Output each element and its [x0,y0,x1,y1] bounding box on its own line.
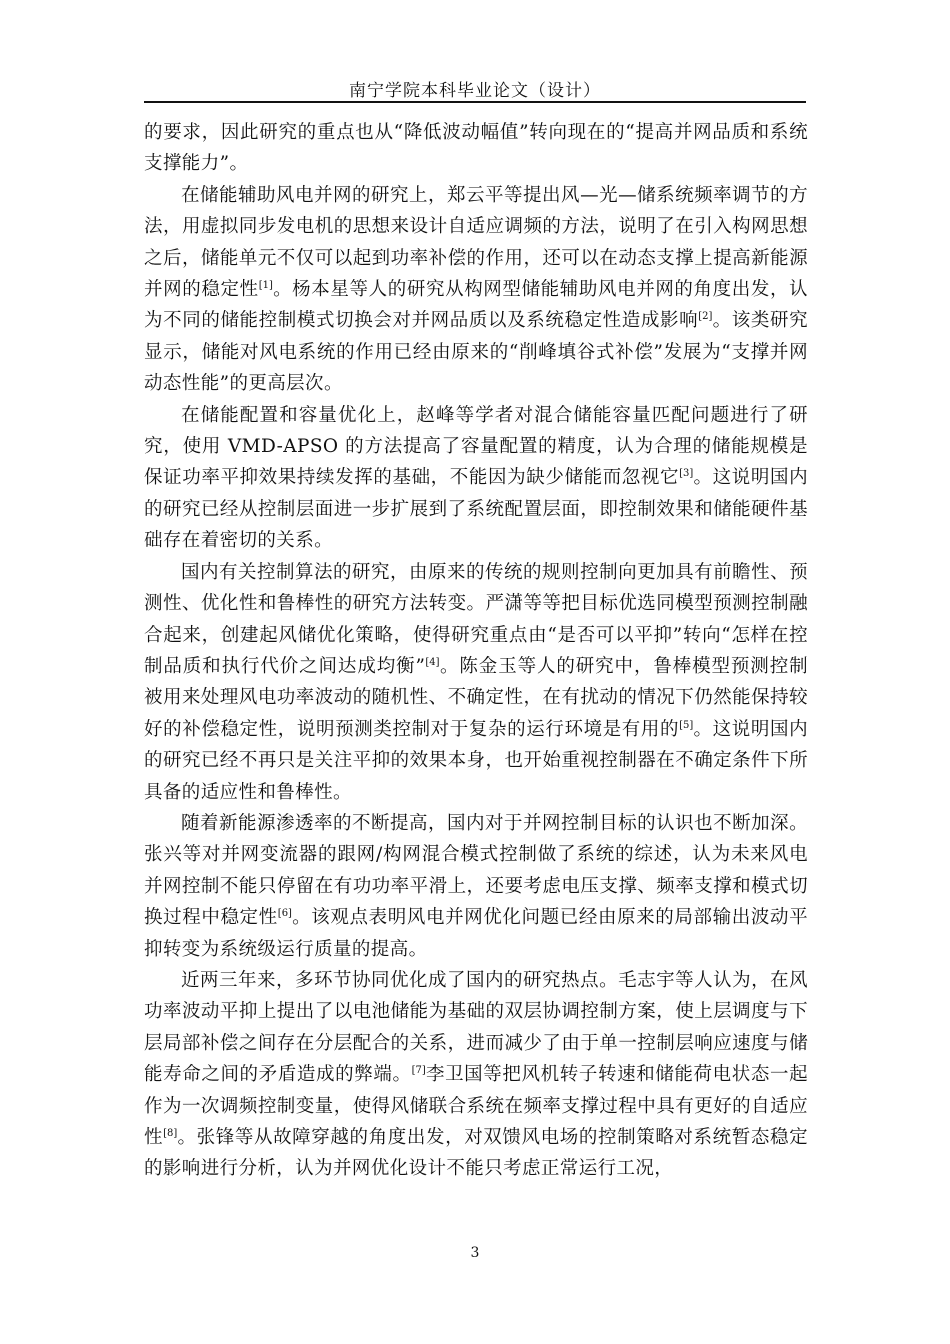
paragraph-text: 李卫国等把风机转子转速和储能荷电状态一起作为一次调频控制变量，使得风储联合系统在频率支撑过程中具有更好的自适应性 [144,1064,808,1148]
paragraph-text: 的要求，因此研究的重点也从“降低波动幅值”转向现在的“提高并网品质和系统支撑能力”。 [144,122,808,175]
paragraph-text: 。这说明国内的研究已经不再只是关注平抑的效果本身，也开始重视控制器在不确定条件下所具备的适应性和鲁棒性。 [144,718,809,803]
paragraph-text: 近两三年来，多环节协同优化成了国内的研究热点。毛志宇等人认为，在风功率波动平抑上提出了以电池储能为基础的双层协调控制方案，使上层调度与下层局部补偿之间存在分层配合的关系，进而减少了由于单一控制层响应速度与储能寿命之间的矛盾造成的弊端。 [144,969,808,1086]
citation-marker: [2] [698,311,713,323]
paragraph-text: 。张锋等从故障穿越的角度出发，对双馈风电场的控制策略对系统暂态稳定的影响进行分析，认为并网优化设计不能只考虑正常运行工况， [144,1127,809,1180]
paragraph-text: 。这说明国内的研究已经从控制层面进一步扩展到了系统配置层面，即控制效果和储能硬件基础存在着密切的关系。 [144,467,809,552]
paragraph-text: 随着新能源渗透率的不断提高，国内对于并网控制目标的认识也不断加深。张兴等对并网变流器的跟网/构网混合模式控制做了系统的综述，认为未来风电并网控制不能只停留在有功功率平滑上，还要考虑电压支撑、频率支撑和模式切换过程中稳定性 [144,812,808,929]
paragraph [144,180,808,400]
citation-marker: [6] [277,908,292,919]
paragraph [144,965,808,1185]
citation-marker: [3] [679,468,694,480]
citation-marker: [1] [258,279,273,291]
paragraph [144,117,808,180]
citation-marker: [8] [163,1127,178,1139]
paragraph-text: 国内有关控制算法的研究，由原来的传统的规则控制向更加具有前瞻性、预测性、优化性和鲁棒性的研究方法转变。严潇等等把目标优选同模型预测控制融合起来，创建起风储优化策略，使得研究重点由“是否可以平抑”转向“怎样在控制品质和执行代价之间达成均衡” [144,561,808,677]
citation-marker: [4] [425,656,440,668]
citation-marker: [7] [411,1065,426,1077]
paragraph [144,808,808,965]
page-number: 3 [470,1245,480,1261]
header-divider [144,101,806,103]
paragraph-text: 。该观点表明风电并网优化问题已经由原来的局部输出波动平抑转变为系统级运行质量的提高。 [144,907,808,960]
paragraph-text: 在储能辅助风电并网的研究上，郑云平等提出风—光—储系统频率调节的方法，用虚拟同步发电机的思想来设计自适应调频的方法，说明了在引入构网思想之后，储能单元不仅可以起到功率补偿的作用，还可以在动态支撑上提高新能源并网的稳定性 [144,184,808,301]
header-title: 南宁学院本科毕业论文（设计） [349,81,601,101]
paragraph [144,557,808,808]
paragraph-text: 在储能配置和容量优化上，赵峰等学者对混合储能容量匹配问题进行了研究，使用 VMD-APSO 的方法提高了容量配置的精度，认为合理的储能规模是保证功率平抑效果持续发挥的基础，不能因为缺少储能而忽视它 [144,404,808,489]
citation-marker: [5] [679,719,694,731]
paragraph [144,400,808,557]
body-text [144,117,808,1185]
paragraph-text: 。杨本星等人的研究从构网型储能辅助风电并网的角度出发，认为不同的储能控制模式切换会对并网品质以及系统稳定性造成影响 [144,279,809,332]
paragraph-text: 。陈金玉等人的研究中，鲁棒模型预测控制被用来处理风电功率波动的随机性、不确定性，在有扰动的情况下仍然能保持较好的补偿稳定性，说明预测类控制对于复杂的运行环境是有用的 [144,655,808,740]
paragraph-text: 。该类研究显示，储能对风电系统的作用已经由原来的“削峰填谷式补偿”发展为“支撑并网动态性能”的更高层次。 [144,310,808,395]
